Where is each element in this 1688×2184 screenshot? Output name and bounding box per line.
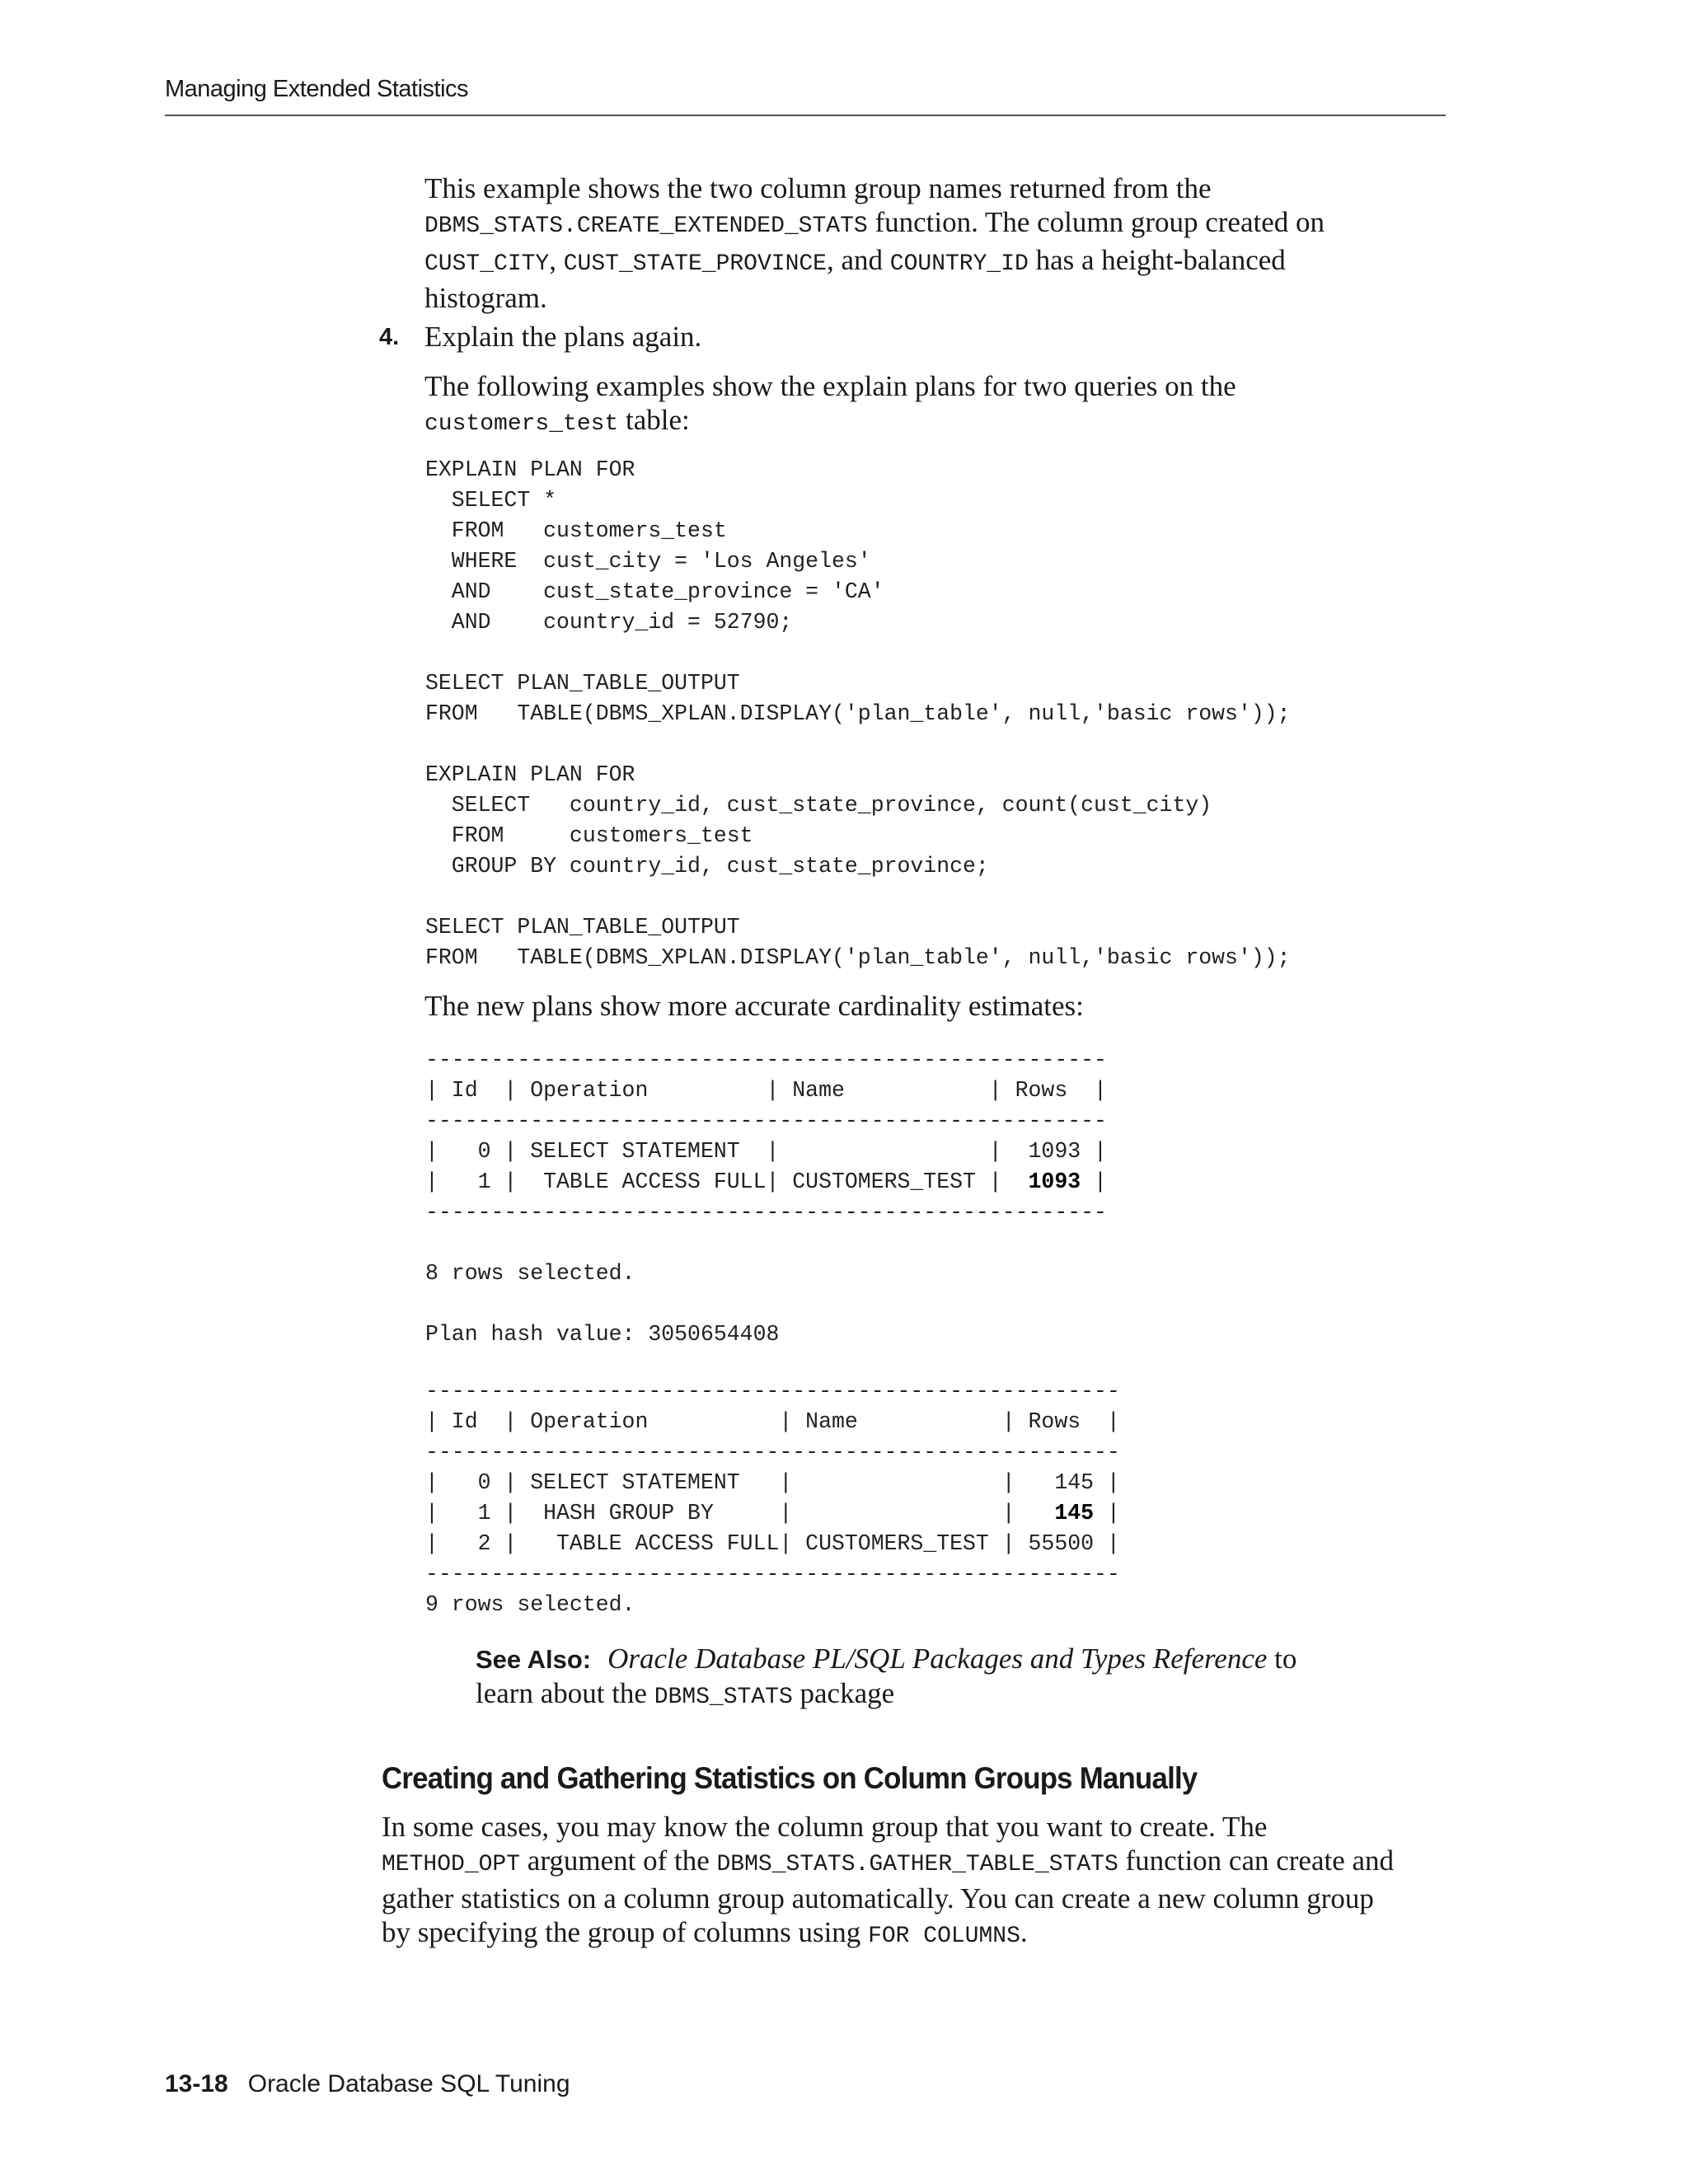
intro-paragraph [424, 171, 1414, 315]
inline-code: CUST_CITY [424, 251, 550, 277]
table-row: | 0 | SELECT STATEMENT | | 145 | [425, 1470, 1120, 1495]
inline-code: DBMS_STATS.GATHER_TABLE_STATS [716, 1852, 1118, 1877]
see-also-note [476, 1642, 1423, 1714]
new-plans-intro: The new plans show more accurate cardinality estimates: [424, 990, 1084, 1022]
see-also-text: to [1267, 1643, 1297, 1675]
inline-code: customers_test [424, 411, 619, 437]
step-text: The following examples show the explain plans for two queries on the [424, 370, 1236, 402]
step-title: Explain the plans again. [424, 321, 702, 353]
table-separator: ---------------------------------------------------- [425, 1047, 1107, 1072]
highlighted-rows-value: 1093 [1028, 1169, 1081, 1194]
intro-text: , and [827, 244, 890, 276]
plan-summary: 8 rows selected. Plan hash value: 3050654408 [425, 1261, 780, 1347]
highlighted-rows-value: 145 [1054, 1501, 1095, 1526]
section-text: In some cases, you may know the column group that you want to create. The [382, 1811, 1268, 1843]
inline-code: DBMS_STATS [654, 1685, 793, 1710]
table-separator: ----------------------------------------------------- [425, 1562, 1120, 1586]
header-rule [165, 115, 1446, 116]
table-separator: ---------------------------------------------------- [425, 1108, 1107, 1133]
code-block-queries: EXPLAIN PLAN FOR SELECT * FROM customers_test WHERE cust_city = 'Los Angeles' AND cust_state_province = 'CA' AND country_id = 52790; SELECT PLAN_TABLE_OUTPUT FROM TABLE(DBMS_XPLAN.DISPLAY('plan_table', null,'basic rows')); EXPLAIN PLAN FOR SELECT country_id, cust_state_province, count(cust_city) FROM customers_test GROUP BY country_id, cust_state_province; SELECT PLAN_TABLE_OUTPUT FROM TABLE(DBMS_XPLAN.DISPLAY('plan_table', null,'basic rows')); [425, 457, 1291, 970]
table-row-suffix: | [1081, 1169, 1107, 1194]
table-row-prefix: | 1 | HASH GROUP BY | | [425, 1501, 1055, 1526]
inline-code: METHOD_OPT [382, 1852, 521, 1877]
section-text: . [1020, 1916, 1028, 1948]
table-header: | Id | Operation | Name | Rows | [425, 1078, 1107, 1103]
section-text: by specifying the group of columns using [382, 1916, 869, 1948]
section-paragraph [382, 1810, 1453, 1953]
table-separator: ---------------------------------------------------- [425, 1200, 1107, 1225]
section-text: function can create and [1118, 1844, 1395, 1877]
page-number: 13-18 [165, 2070, 228, 2097]
table-separator: ----------------------------------------------------- [425, 1379, 1120, 1404]
see-also-label: See Also: [476, 1645, 592, 1674]
inline-code: FOR COLUMNS [868, 1924, 1020, 1949]
intro-text: This example shows the two column group names returned from the [424, 172, 1212, 204]
inline-code: CUST_STATE_PROVINCE [563, 251, 827, 277]
see-also-text: learn about the [476, 1677, 654, 1709]
running-header: Managing Extended Statistics [165, 76, 469, 102]
book-title: Oracle Database SQL Tuning [247, 2070, 570, 2097]
table-row-prefix: | 1 | TABLE ACCESS FULL| CUSTOMERS_TEST | [425, 1169, 1029, 1194]
step-text: table: [618, 404, 690, 436]
see-also-text: package [792, 1677, 895, 1709]
table-row-suffix: | [1094, 1501, 1120, 1526]
intro-text: function. The column group created on [867, 206, 1325, 238]
plan-output-1 [425, 1045, 1107, 1350]
section-heading: Creating and Gathering Statistics on Column Groups Manually [382, 1761, 1198, 1795]
page-footer [165, 2070, 570, 2098]
plan-summary: 9 rows selected. [425, 1592, 635, 1617]
step-number: 4. [379, 324, 400, 350]
inline-code: COUNTRY_ID [889, 251, 1029, 277]
table-separator: ----------------------------------------------------- [425, 1440, 1120, 1465]
table-row: | 0 | SELECT STATEMENT | | 1093 | [425, 1139, 1107, 1164]
intro-text: histogram. [424, 282, 547, 314]
inline-code: DBMS_STATS.CREATE_EXTENDED_STATS [424, 213, 868, 239]
intro-text: , [549, 244, 564, 276]
plan-output-2 [425, 1376, 1120, 1620]
section-text: gather statistics on a column group automatically. You can create a new column group [382, 1882, 1374, 1915]
reference-book-title: Oracle Database PL/SQL Packages and Types Reference [607, 1643, 1268, 1675]
section-text: argument of the [520, 1844, 717, 1877]
step-description [424, 369, 1414, 441]
intro-text: has a height-balanced [1028, 244, 1286, 276]
table-row: | 2 | TABLE ACCESS FULL| CUSTOMERS_TEST | 55500 | [425, 1531, 1120, 1556]
table-header: | Id | Operation | Name | Rows | [425, 1409, 1120, 1434]
